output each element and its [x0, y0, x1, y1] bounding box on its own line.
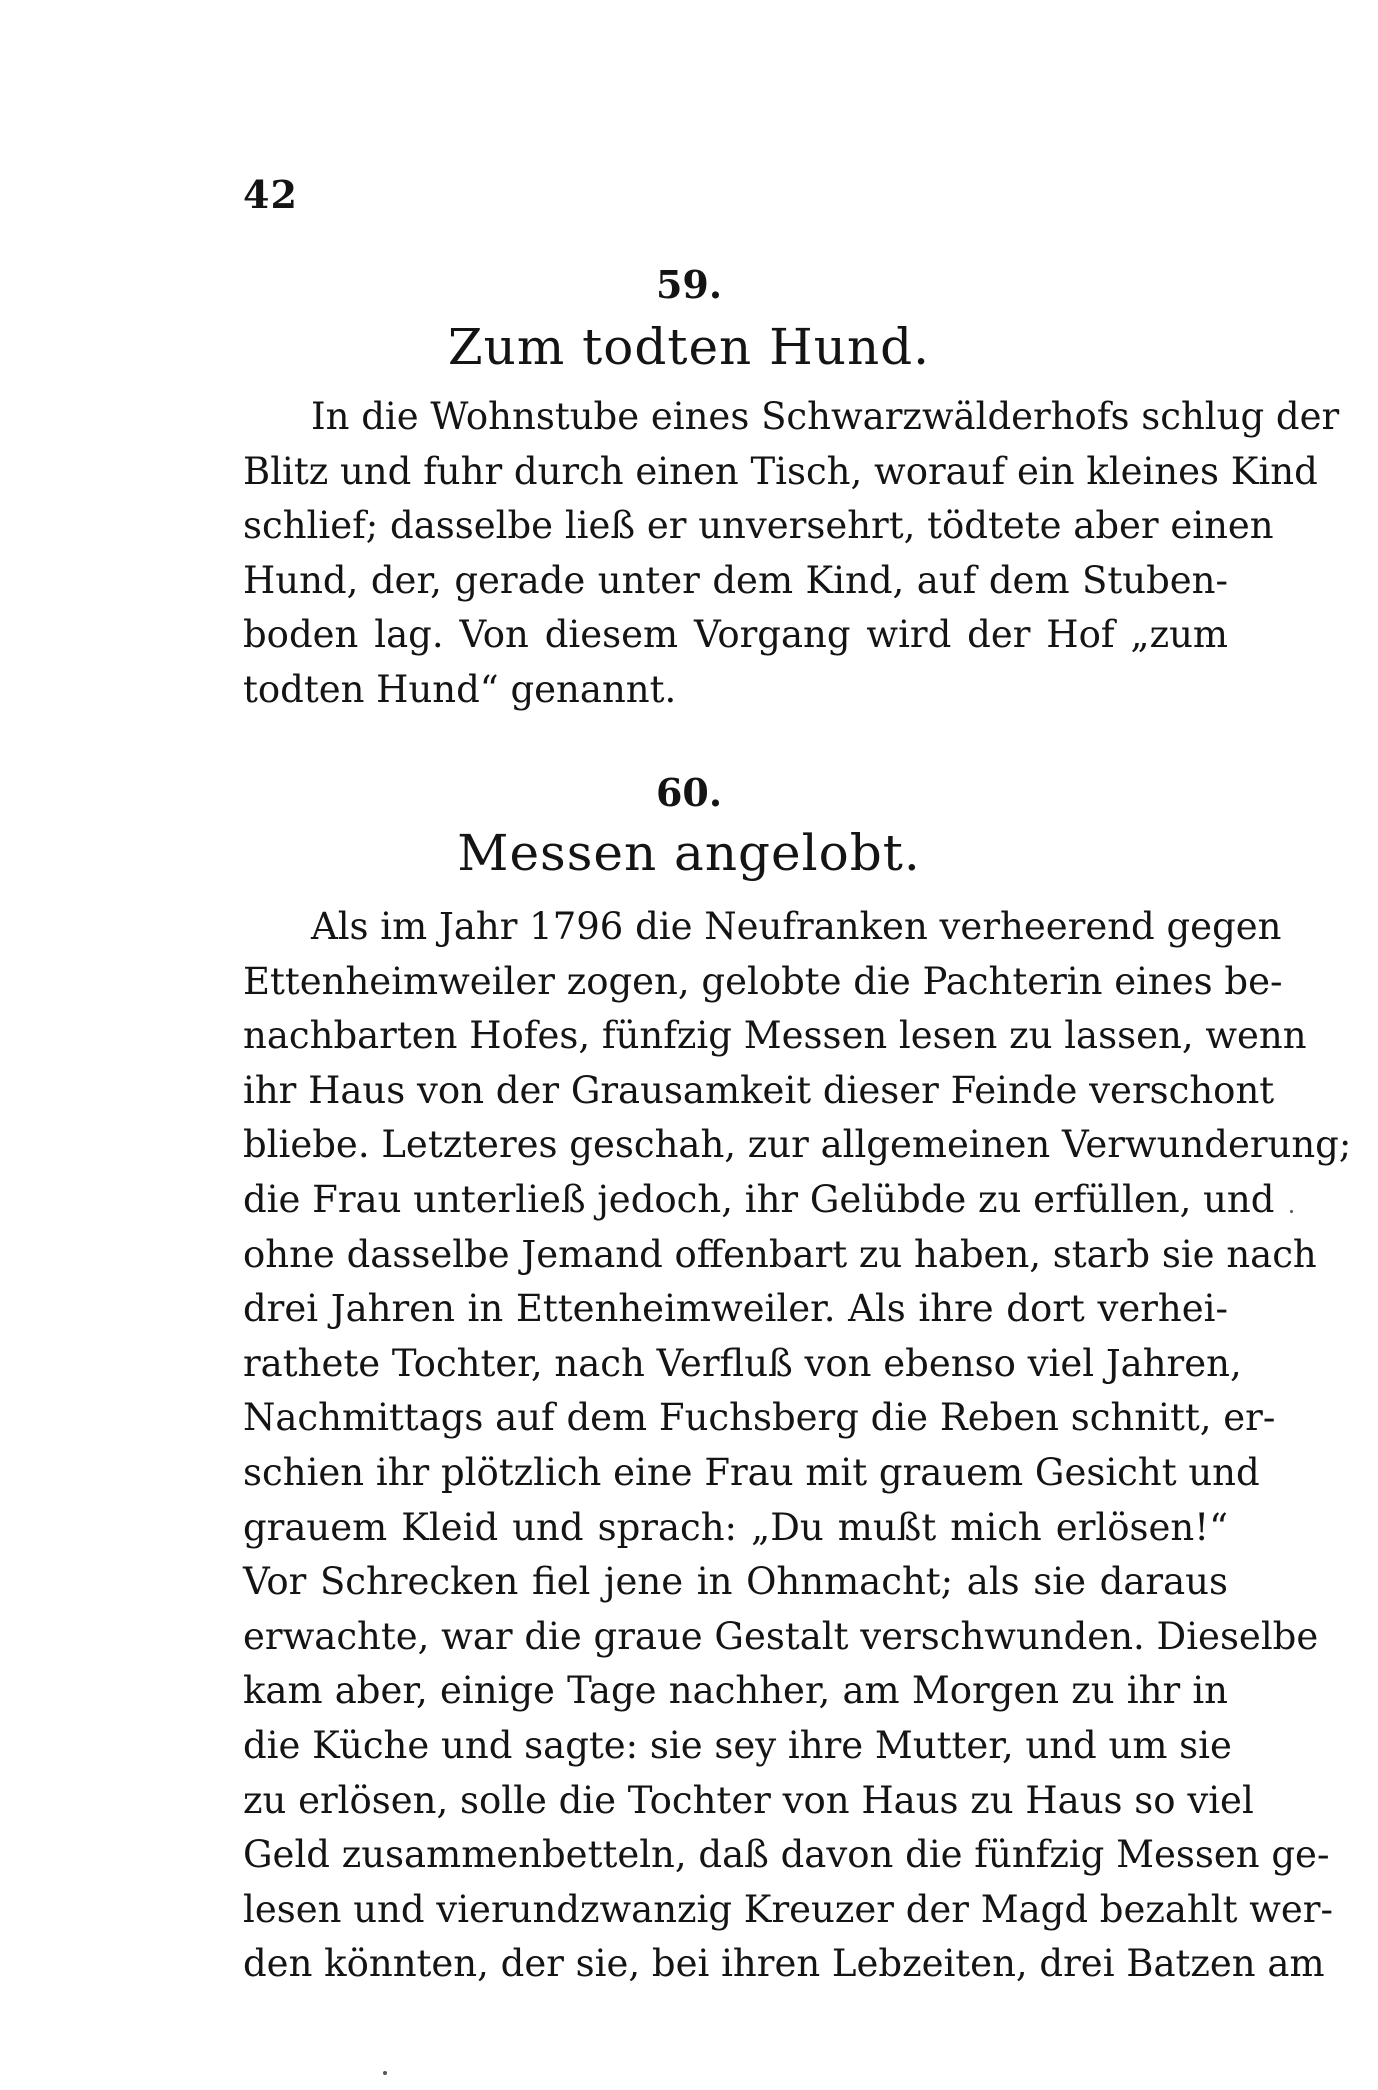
- text-line: ihr Haus von der Grausamkeit dieser Feinde verschont: [243, 1068, 1275, 1112]
- text-line: ohne dasselbe Jemand offenbart zu haben, starb sie nach: [243, 1232, 1317, 1276]
- story-number: 59.: [655, 262, 723, 307]
- page-number: 42: [243, 172, 298, 217]
- story-number: 60.: [655, 770, 723, 815]
- text-line: Geld zusammenbetteln, daß davon die fünfzig Messen ge-: [243, 1833, 1330, 1877]
- story-text: [243, 900, 1352, 1992]
- story-text: [243, 390, 1340, 718]
- text-line: Nachmittags auf dem Fuchsberg die Reben schnitt, er-: [243, 1396, 1276, 1440]
- paper-speck: [1290, 1210, 1293, 1213]
- text-line: Hund, der, gerade unter dem Kind, auf dem Stuben-: [243, 558, 1228, 602]
- text-line: rathete Tochter, nach Verfluß von ebenso viel Jahren,: [243, 1341, 1242, 1385]
- text-line: kam aber, einige Tage nachher, am Morgen zu ihr in: [243, 1669, 1228, 1713]
- text-line: bliebe. Letzteres geschah, zur allgemeinen Verwunderung;: [243, 1123, 1352, 1167]
- story-title: Zum todten Hund.: [447, 318, 931, 376]
- text-line: die Küche und sagte: sie sey ihre Mutter, und um sie: [243, 1723, 1232, 1767]
- paper-speck: [383, 2071, 387, 2075]
- text-line: Vor Schrecken fiel jene in Ohnmacht; als sie daraus: [243, 1560, 1228, 1604]
- text-line: todten Hund“ genannt.: [243, 667, 677, 711]
- text-line: den könnten, der sie, bei ihren Lebzeiten, drei Batzen am: [243, 1942, 1325, 1986]
- text-line: lesen und vierundzwanzig Kreuzer der Magd bezahlt wer-: [243, 1887, 1333, 1931]
- text-line: boden lag. Von diesem Vorgang wird der Hof „zum: [243, 613, 1228, 657]
- text-line: Blitz und fuhr durch einen Tisch, worauf ein kleines Kind: [243, 449, 1318, 493]
- text-line: zu erlösen, solle die Tochter von Haus zu Haus so viel: [243, 1778, 1254, 1822]
- text-line: nachbarten Hofes, fünfzig Messen lesen zu lassen, wenn: [243, 1014, 1307, 1058]
- text-line: Ettenheimweiler zogen, gelobte die Pachterin eines be-: [243, 959, 1283, 1003]
- text-line: schlief; dasselbe ließ er unversehrt, tödtete aber einen: [243, 504, 1274, 548]
- text-line: Als im Jahr 1796 die Neufranken verheerend gegen: [311, 905, 1282, 948]
- text-line: schien ihr plötzlich eine Frau mit grauem Gesicht und: [243, 1450, 1260, 1494]
- text-line: drei Jahren in Ettenheimweiler. Als ihre dort verhei-: [243, 1287, 1228, 1331]
- text-line: die Frau unterließ jedoch, ihr Gelübde zu erfüllen, und: [243, 1177, 1275, 1221]
- story-title: Messen angelobt.: [457, 824, 921, 882]
- text-line: grauem Kleid und sprach: „Du mußt mich erlösen!“: [243, 1505, 1228, 1549]
- text-line: In die Wohnstube eines Schwarzwälderhofs schlug der: [311, 395, 1340, 438]
- text-line: erwachte, war die graue Gestalt verschwunden. Dieselbe: [243, 1614, 1319, 1658]
